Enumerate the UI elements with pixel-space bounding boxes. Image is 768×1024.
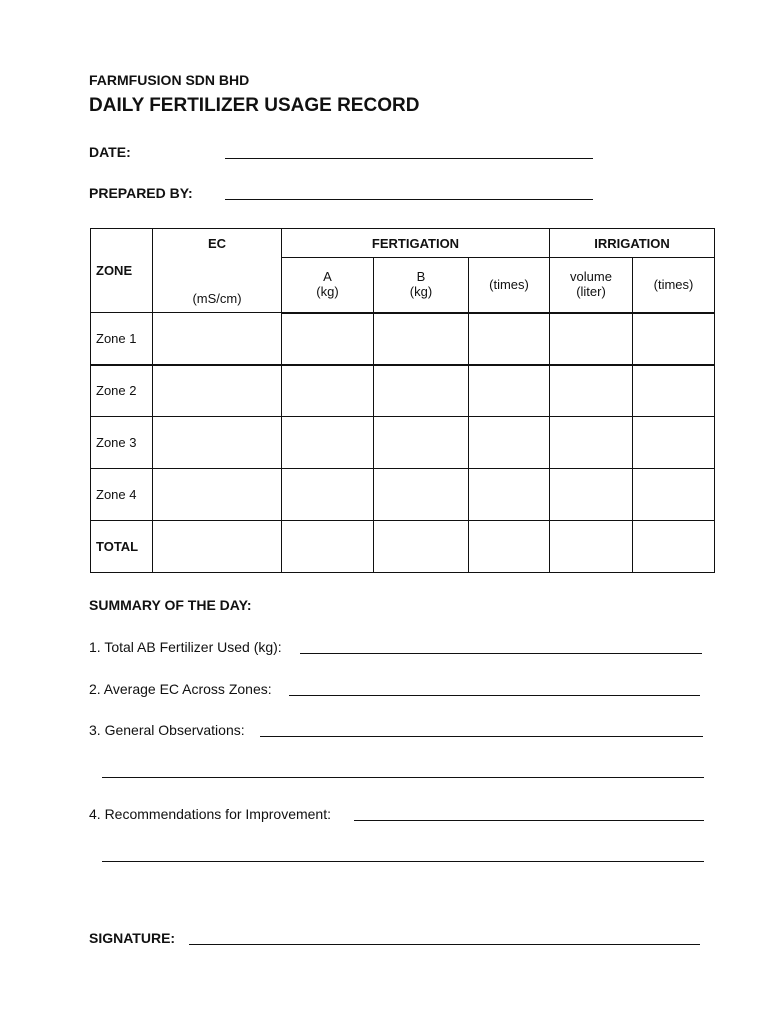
table-cell[interactable]	[550, 365, 633, 417]
table-cell[interactable]	[469, 521, 550, 573]
table-cell[interactable]	[374, 469, 469, 521]
fert-b-header	[374, 258, 469, 313]
table-cell[interactable]	[282, 521, 374, 573]
irr-volume-header	[550, 258, 633, 313]
table-cell[interactable]	[374, 521, 469, 573]
date-label: DATE:	[89, 144, 131, 160]
company-name: FARMFUSION SDN BHD	[89, 72, 250, 88]
fert-a-label: A	[323, 269, 332, 285]
form-title: DAILY FERTILIZER USAGE RECORD	[89, 95, 420, 116]
ec-unit: (mS/cm)	[192, 290, 242, 306]
zone-header: ZONE	[91, 229, 153, 313]
total-row-label: TOTAL	[91, 521, 153, 573]
irr-volume-label: volume	[570, 269, 612, 285]
fert-a-header	[282, 258, 374, 313]
table-row	[91, 521, 715, 573]
table-row	[91, 365, 715, 417]
table-cell[interactable]	[550, 521, 633, 573]
table-cell[interactable]	[550, 469, 633, 521]
table-cell[interactable]	[550, 417, 633, 469]
row-label: Zone 3	[91, 417, 153, 469]
table-cell[interactable]	[550, 313, 633, 365]
table-cell[interactable]	[633, 521, 715, 573]
table-cell[interactable]	[153, 417, 282, 469]
recommendations-field-line-2[interactable]	[102, 861, 704, 862]
table-cell[interactable]	[282, 313, 374, 365]
table-row	[91, 469, 715, 521]
table-cell[interactable]	[633, 417, 715, 469]
table-cell[interactable]	[633, 365, 715, 417]
total-ab-field[interactable]	[300, 653, 702, 654]
signature-field[interactable]	[189, 944, 700, 945]
table-cell[interactable]	[153, 313, 282, 365]
table-cell[interactable]	[469, 417, 550, 469]
table-cell[interactable]	[153, 365, 282, 417]
fert-b-label: B	[416, 269, 426, 285]
summary-item-total-ab: 1. Total AB Fertilizer Used (kg):	[89, 639, 282, 655]
table-cell[interactable]	[374, 417, 469, 469]
table-cell[interactable]	[282, 469, 374, 521]
date-field[interactable]	[225, 158, 593, 159]
prepared-by-field[interactable]	[225, 199, 593, 200]
table-cell[interactable]	[633, 469, 715, 521]
observations-field-line-2[interactable]	[102, 777, 704, 778]
ec-header	[153, 229, 282, 313]
fertigation-header: FERTIGATION	[282, 229, 550, 258]
table-cell[interactable]	[153, 521, 282, 573]
summary-item-observations: 3. General Observations:	[89, 722, 245, 738]
average-ec-field[interactable]	[289, 695, 700, 696]
irrigation-header: IRRIGATION	[550, 229, 715, 258]
fert-times-header: (times)	[469, 258, 550, 313]
table-cell[interactable]	[153, 469, 282, 521]
table-cell[interactable]	[633, 313, 715, 365]
fert-b-unit: (kg)	[409, 284, 433, 300]
row-label: Zone 2	[91, 365, 153, 417]
table-cell[interactable]	[469, 469, 550, 521]
table-cell[interactable]	[374, 365, 469, 417]
prepared-by-label: PREPARED BY:	[89, 185, 193, 201]
recommendations-field[interactable]	[354, 820, 704, 821]
table-row	[91, 417, 715, 469]
irr-volume-unit: (liter)	[576, 284, 606, 300]
ec-header-label: EC	[207, 235, 227, 251]
fertilizer-usage-table	[90, 228, 715, 573]
observations-field[interactable]	[260, 736, 703, 737]
irr-times-header: (times)	[633, 258, 715, 313]
fert-a-unit: (kg)	[316, 284, 339, 300]
table-cell[interactable]	[469, 313, 550, 365]
summary-item-recommendations: 4. Recommendations for Improvement:	[89, 806, 331, 822]
table-cell[interactable]	[374, 313, 469, 365]
summary-title: SUMMARY OF THE DAY:	[89, 597, 252, 613]
table-cell[interactable]	[469, 365, 550, 417]
table-cell[interactable]	[282, 365, 374, 417]
summary-item-average-ec: 2. Average EC Across Zones:	[89, 681, 272, 697]
row-label: Zone 4	[91, 469, 153, 521]
row-label: Zone 1	[91, 313, 153, 365]
signature-label: SIGNATURE:	[89, 930, 176, 946]
table-cell[interactable]	[282, 417, 374, 469]
table-row	[91, 313, 715, 365]
